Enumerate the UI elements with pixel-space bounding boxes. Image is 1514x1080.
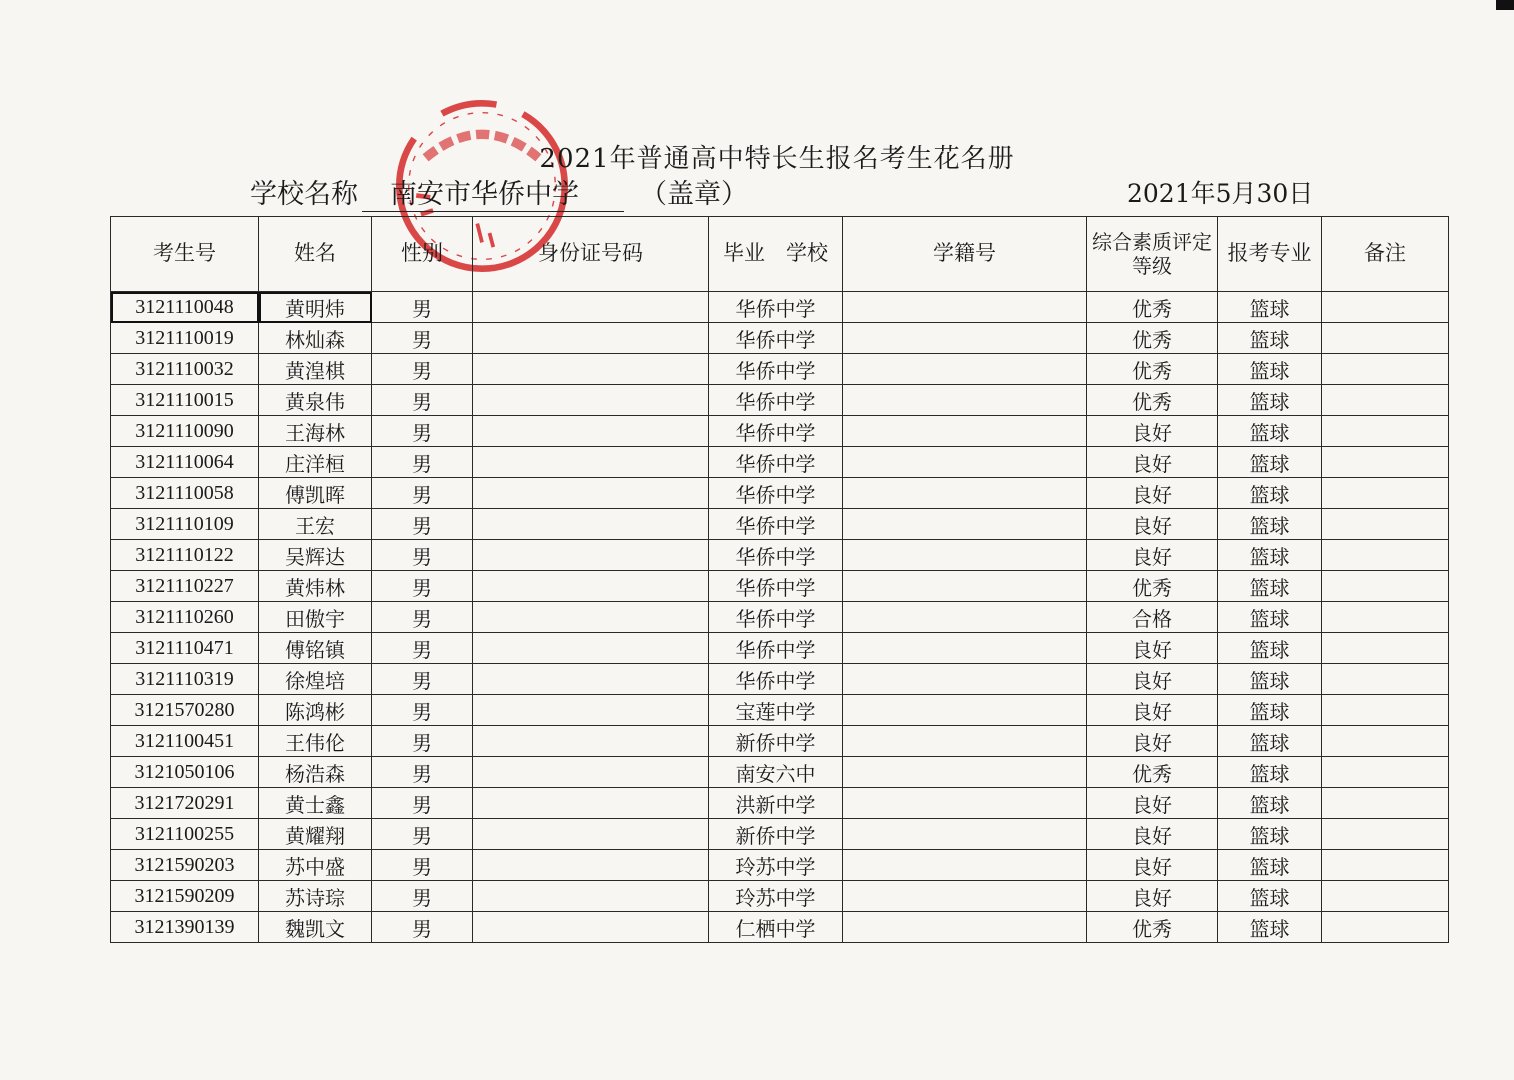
cell-exam-no: 3121110019 xyxy=(111,323,259,354)
cell-student-no xyxy=(843,757,1087,788)
cell-school: 华侨中学 xyxy=(709,323,843,354)
cell-name: 苏中盛 xyxy=(259,850,372,881)
cell-major: 篮球 xyxy=(1218,354,1322,385)
cell-quality: 良好 xyxy=(1087,416,1218,447)
cell-exam-no: 3121570280 xyxy=(111,695,259,726)
cell-school: 华侨中学 xyxy=(709,602,843,633)
cell-quality: 良好 xyxy=(1087,695,1218,726)
cell-name: 王宏 xyxy=(259,509,372,540)
cell-name: 杨浩森 xyxy=(259,757,372,788)
cell-id-no xyxy=(473,757,709,788)
table-row xyxy=(111,292,1449,323)
header-name: 姓名 xyxy=(259,217,372,292)
cell-remarks xyxy=(1322,540,1449,571)
cell-quality: 良好 xyxy=(1087,664,1218,695)
cell-name: 林灿森 xyxy=(259,323,372,354)
cell-school: 新侨中学 xyxy=(709,726,843,757)
cell-major: 篮球 xyxy=(1218,664,1322,695)
cell-major: 篮球 xyxy=(1218,478,1322,509)
cell-gender: 男 xyxy=(372,540,473,571)
table-row xyxy=(111,695,1449,726)
cell-student-no xyxy=(843,881,1087,912)
cell-gender: 男 xyxy=(372,292,473,323)
cell-school: 华侨中学 xyxy=(709,571,843,602)
cell-id-no xyxy=(473,571,709,602)
cell-gender: 男 xyxy=(372,664,473,695)
cell-student-no xyxy=(843,385,1087,416)
cell-remarks xyxy=(1322,881,1449,912)
table-row xyxy=(111,912,1449,943)
cell-student-no xyxy=(843,478,1087,509)
cell-student-no xyxy=(843,602,1087,633)
cell-major: 篮球 xyxy=(1218,323,1322,354)
header-gender: 性别 xyxy=(372,217,473,292)
cell-remarks xyxy=(1322,726,1449,757)
cell-id-no xyxy=(473,416,709,447)
cell-name: 黄士鑫 xyxy=(259,788,372,819)
table-row xyxy=(111,416,1449,447)
cell-name: 陈鸿彬 xyxy=(259,695,372,726)
table-row xyxy=(111,788,1449,819)
cell-name: 黄炜林 xyxy=(259,571,372,602)
cell-school: 华侨中学 xyxy=(709,509,843,540)
cell-id-no xyxy=(473,850,709,881)
cell-student-no xyxy=(843,850,1087,881)
cell-student-no xyxy=(843,447,1087,478)
cell-name: 徐煌培 xyxy=(259,664,372,695)
cell-student-no xyxy=(843,788,1087,819)
table-row xyxy=(111,726,1449,757)
cell-exam-no: 3121110319 xyxy=(111,664,259,695)
cell-student-no xyxy=(843,509,1087,540)
document-date: 2021年5月30日 xyxy=(1127,179,1314,208)
cell-student-no xyxy=(843,912,1087,943)
cell-student-no xyxy=(843,354,1087,385)
cell-major: 篮球 xyxy=(1218,416,1322,447)
cell-name: 魏凯文 xyxy=(259,912,372,943)
table-header-row xyxy=(111,217,1449,292)
cell-quality: 良好 xyxy=(1087,478,1218,509)
cell-major: 篮球 xyxy=(1218,726,1322,757)
cell-exam-no: 3121110032 xyxy=(111,354,259,385)
cell-gender: 男 xyxy=(372,633,473,664)
cell-name: 黄湟棋 xyxy=(259,354,372,385)
cell-major: 篮球 xyxy=(1218,695,1322,726)
cell-remarks xyxy=(1322,757,1449,788)
corner-mark xyxy=(1496,0,1514,10)
cell-exam-no: 3121110122 xyxy=(111,540,259,571)
cell-quality: 优秀 xyxy=(1087,323,1218,354)
cell-name: 傅铭镇 xyxy=(259,633,372,664)
cell-name: 田傲宇 xyxy=(259,602,372,633)
cell-remarks xyxy=(1322,416,1449,447)
header-student-no: 学籍号 xyxy=(843,217,1087,292)
cell-id-no xyxy=(473,323,709,354)
cell-student-no xyxy=(843,571,1087,602)
roster-table xyxy=(110,216,1449,943)
table-row xyxy=(111,850,1449,881)
cell-id-no xyxy=(473,788,709,819)
document-title: 2021年普通高中特长生报名考生花名册 xyxy=(539,144,1015,174)
cell-name: 黄泉伟 xyxy=(259,385,372,416)
cell-remarks xyxy=(1322,571,1449,602)
cell-school: 华侨中学 xyxy=(709,416,843,447)
cell-exam-no: 3121590203 xyxy=(111,850,259,881)
cell-quality: 良好 xyxy=(1087,819,1218,850)
cell-exam-no: 3121100451 xyxy=(111,726,259,757)
cell-exam-no: 3121050106 xyxy=(111,757,259,788)
cell-school: 华侨中学 xyxy=(709,633,843,664)
cell-name: 黄耀翔 xyxy=(259,819,372,850)
cell-gender: 男 xyxy=(372,602,473,633)
cell-major: 篮球 xyxy=(1218,881,1322,912)
cell-major: 篮球 xyxy=(1218,509,1322,540)
table-row xyxy=(111,540,1449,571)
cell-exam-no: 3121110048 xyxy=(111,292,259,323)
cell-quality: 良好 xyxy=(1087,788,1218,819)
cell-gender: 男 xyxy=(372,850,473,881)
header-remarks: 备注 xyxy=(1322,217,1449,292)
cell-gender: 男 xyxy=(372,726,473,757)
cell-exam-no: 3121110227 xyxy=(111,571,259,602)
cell-remarks xyxy=(1322,912,1449,943)
cell-exam-no: 3121110015 xyxy=(111,385,259,416)
cell-remarks xyxy=(1322,633,1449,664)
cell-gender: 男 xyxy=(372,447,473,478)
header-quality: 综合素质评定等级 xyxy=(1087,217,1218,292)
cell-major: 篮球 xyxy=(1218,912,1322,943)
cell-school: 华侨中学 xyxy=(709,540,843,571)
cell-remarks xyxy=(1322,478,1449,509)
cell-name: 黄明炜 xyxy=(259,292,372,323)
cell-name: 王海林 xyxy=(259,416,372,447)
cell-remarks xyxy=(1322,385,1449,416)
cell-gender: 男 xyxy=(372,323,473,354)
cell-exam-no: 3121590209 xyxy=(111,881,259,912)
cell-quality: 优秀 xyxy=(1087,571,1218,602)
cell-id-no xyxy=(473,478,709,509)
cell-school: 华侨中学 xyxy=(709,385,843,416)
cell-major: 篮球 xyxy=(1218,571,1322,602)
table-row xyxy=(111,602,1449,633)
table-row xyxy=(111,509,1449,540)
school-label: 学校名称 xyxy=(250,179,358,210)
cell-quality: 优秀 xyxy=(1087,912,1218,943)
cell-remarks xyxy=(1322,323,1449,354)
cell-school: 仁栖中学 xyxy=(709,912,843,943)
cell-remarks xyxy=(1322,664,1449,695)
cell-major: 篮球 xyxy=(1218,385,1322,416)
cell-gender: 男 xyxy=(372,385,473,416)
cell-major: 篮球 xyxy=(1218,819,1322,850)
cell-name: 傅凯晖 xyxy=(259,478,372,509)
cell-exam-no: 3121110058 xyxy=(111,478,259,509)
cell-school: 华侨中学 xyxy=(709,292,843,323)
table-row xyxy=(111,633,1449,664)
header-school: 毕业 学校 xyxy=(709,217,843,292)
cell-exam-no: 3121110064 xyxy=(111,447,259,478)
cell-gender: 男 xyxy=(372,788,473,819)
cell-student-no xyxy=(843,292,1087,323)
cell-school: 新侨中学 xyxy=(709,819,843,850)
roster-body xyxy=(111,292,1449,943)
cell-major: 篮球 xyxy=(1218,602,1322,633)
cell-school: 华侨中学 xyxy=(709,447,843,478)
cell-id-no xyxy=(473,912,709,943)
cell-major: 篮球 xyxy=(1218,850,1322,881)
table-row xyxy=(111,478,1449,509)
cell-school: 华侨中学 xyxy=(709,354,843,385)
cell-exam-no: 3121110109 xyxy=(111,509,259,540)
cell-gender: 男 xyxy=(372,912,473,943)
cell-major: 篮球 xyxy=(1218,788,1322,819)
header-exam-no: 考生号 xyxy=(111,217,259,292)
cell-id-no xyxy=(473,385,709,416)
cell-quality: 良好 xyxy=(1087,850,1218,881)
cell-remarks xyxy=(1322,447,1449,478)
table-row xyxy=(111,323,1449,354)
cell-name: 吴辉达 xyxy=(259,540,372,571)
cell-quality: 优秀 xyxy=(1087,385,1218,416)
stamp-note: （盖章） xyxy=(640,179,748,210)
cell-quality: 优秀 xyxy=(1087,354,1218,385)
cell-quality: 良好 xyxy=(1087,726,1218,757)
cell-id-no xyxy=(473,633,709,664)
cell-school: 华侨中学 xyxy=(709,664,843,695)
cell-remarks xyxy=(1322,602,1449,633)
cell-gender: 男 xyxy=(372,881,473,912)
cell-gender: 男 xyxy=(372,757,473,788)
cell-id-no xyxy=(473,509,709,540)
cell-remarks xyxy=(1322,850,1449,881)
cell-student-no xyxy=(843,540,1087,571)
cell-gender: 男 xyxy=(372,354,473,385)
cell-id-no xyxy=(473,695,709,726)
cell-gender: 男 xyxy=(372,571,473,602)
cell-school: 宝莲中学 xyxy=(709,695,843,726)
table-row xyxy=(111,447,1449,478)
cell-quality: 优秀 xyxy=(1087,757,1218,788)
cell-gender: 男 xyxy=(372,819,473,850)
cell-major: 篮球 xyxy=(1218,292,1322,323)
cell-remarks xyxy=(1322,354,1449,385)
cell-quality: 良好 xyxy=(1087,881,1218,912)
cell-student-no xyxy=(843,695,1087,726)
cell-remarks xyxy=(1322,695,1449,726)
cell-id-no xyxy=(473,602,709,633)
cell-quality: 优秀 xyxy=(1087,292,1218,323)
cell-id-no xyxy=(473,447,709,478)
cell-exam-no: 3121720291 xyxy=(111,788,259,819)
table-row xyxy=(111,819,1449,850)
header-major: 报考专业 xyxy=(1218,217,1322,292)
cell-id-no xyxy=(473,881,709,912)
cell-student-no xyxy=(843,323,1087,354)
cell-id-no xyxy=(473,292,709,323)
cell-student-no xyxy=(843,726,1087,757)
cell-school: 玲苏中学 xyxy=(709,881,843,912)
cell-quality: 良好 xyxy=(1087,540,1218,571)
school-name: 南安市华侨中学 xyxy=(362,172,624,212)
cell-id-no xyxy=(473,726,709,757)
cell-school: 华侨中学 xyxy=(709,478,843,509)
cell-remarks xyxy=(1322,788,1449,819)
cell-name: 庄洋桓 xyxy=(259,447,372,478)
table-row xyxy=(111,354,1449,385)
cell-remarks xyxy=(1322,819,1449,850)
cell-student-no xyxy=(843,633,1087,664)
cell-gender: 男 xyxy=(372,695,473,726)
cell-id-no xyxy=(473,664,709,695)
cell-quality: 良好 xyxy=(1087,447,1218,478)
school-line xyxy=(250,172,748,212)
cell-gender: 男 xyxy=(372,416,473,447)
table-row xyxy=(111,664,1449,695)
cell-major: 篮球 xyxy=(1218,757,1322,788)
table-row xyxy=(111,571,1449,602)
cell-exam-no: 3121110471 xyxy=(111,633,259,664)
cell-major: 篮球 xyxy=(1218,447,1322,478)
cell-major: 篮球 xyxy=(1218,540,1322,571)
cell-student-no xyxy=(843,416,1087,447)
cell-major: 篮球 xyxy=(1218,633,1322,664)
table-row xyxy=(111,881,1449,912)
cell-exam-no: 3121100255 xyxy=(111,819,259,850)
header-id-no: 身份证号码 xyxy=(473,217,709,292)
table-row xyxy=(111,385,1449,416)
cell-id-no xyxy=(473,354,709,385)
table-row xyxy=(111,757,1449,788)
cell-quality: 良好 xyxy=(1087,509,1218,540)
cell-student-no xyxy=(843,664,1087,695)
cell-remarks xyxy=(1322,509,1449,540)
cell-exam-no: 3121110090 xyxy=(111,416,259,447)
cell-gender: 男 xyxy=(372,509,473,540)
cell-school: 玲苏中学 xyxy=(709,850,843,881)
cell-gender: 男 xyxy=(372,478,473,509)
cell-school: 洪新中学 xyxy=(709,788,843,819)
cell-quality: 良好 xyxy=(1087,633,1218,664)
cell-id-no xyxy=(473,540,709,571)
cell-exam-no: 3121390139 xyxy=(111,912,259,943)
cell-quality: 合格 xyxy=(1087,602,1218,633)
cell-remarks xyxy=(1322,292,1449,323)
cell-student-no xyxy=(843,819,1087,850)
cell-school: 南安六中 xyxy=(709,757,843,788)
cell-id-no xyxy=(473,819,709,850)
cell-name: 苏诗琮 xyxy=(259,881,372,912)
cell-name: 王伟伦 xyxy=(259,726,372,757)
cell-exam-no: 3121110260 xyxy=(111,602,259,633)
